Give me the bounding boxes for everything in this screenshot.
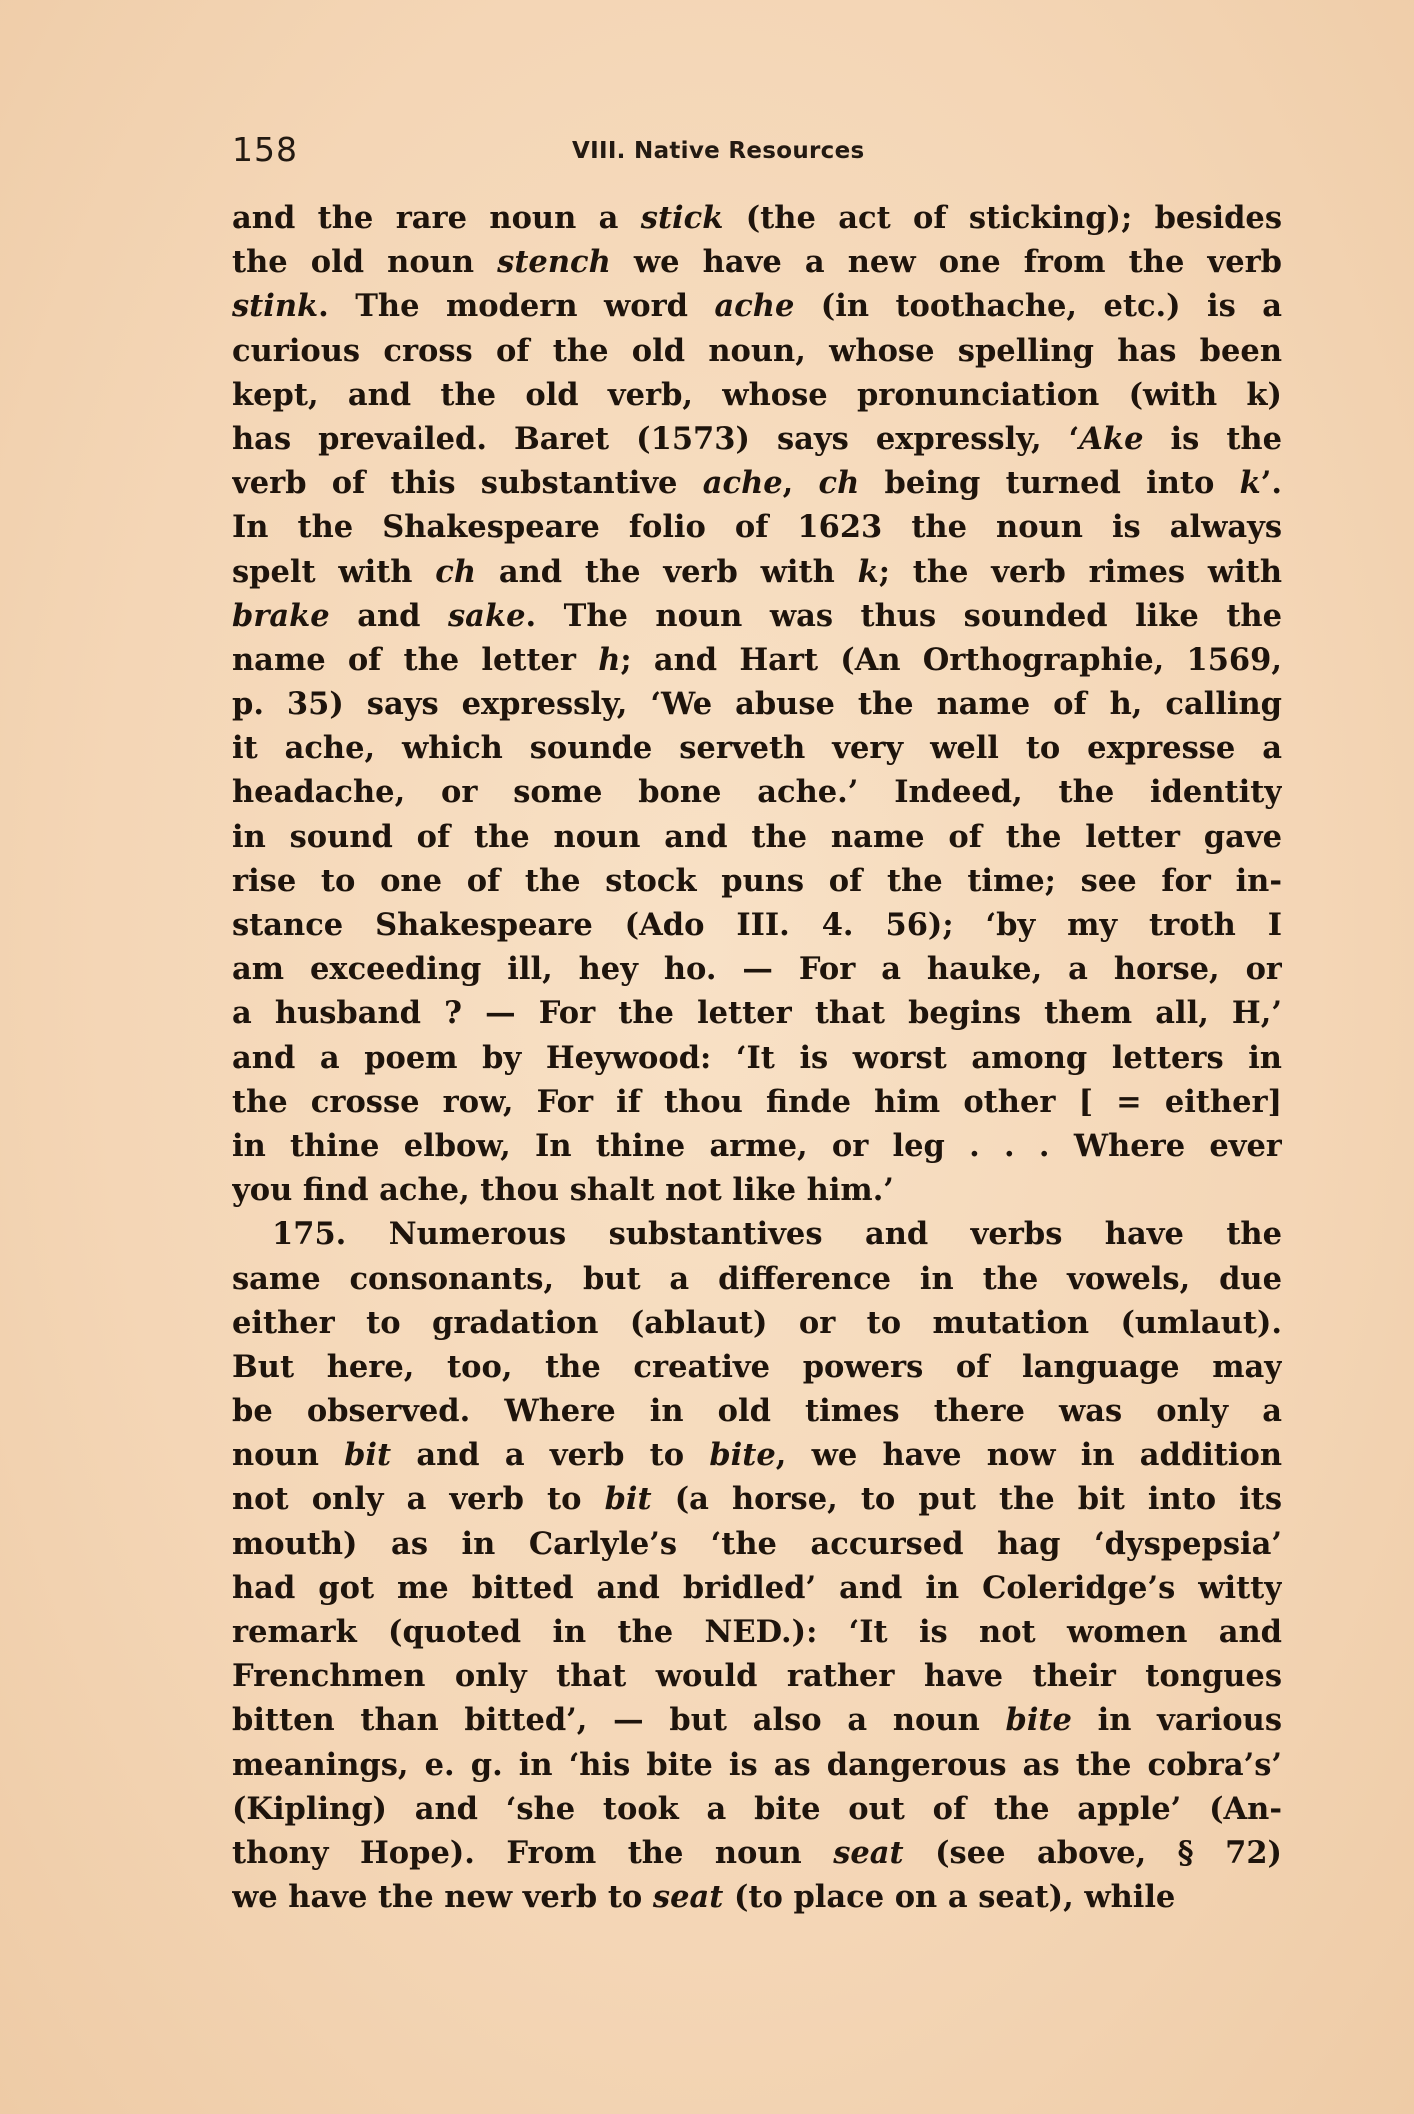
text-line: brake and sake. The noun was thus sounded like the	[232, 597, 1282, 634]
text-line: headache, or some bone ache.’ Indeed, the identity	[232, 774, 1282, 811]
body-text	[232, 196, 1282, 1919]
text-line: remark (quoted in the NED.): ‘It is not women and	[232, 1614, 1282, 1650]
text-line: In the Shakespeare folio of 1623 the noun is always	[232, 509, 1282, 546]
text-line: verb of this substantive ache, ch being turned into k’.	[232, 465, 1282, 502]
text-line: it ache, which sounde serveth very well to expresse a	[232, 730, 1282, 767]
page-number: 158	[232, 130, 298, 169]
text-line: a husband ? — For the letter that begins them all, H,’	[232, 995, 1282, 1032]
running-head: VIII. Native Resources	[572, 138, 865, 164]
page-header	[232, 130, 1282, 174]
text-line: same consonants, but a difference in the vowels, due	[232, 1260, 1282, 1297]
text-line: either to gradation (ablaut) or to mutation (umlaut).	[232, 1304, 1282, 1341]
text-line: p. 35) says expressly, ‘We abuse the name of h, calling	[232, 686, 1282, 723]
text-line: the old noun stench we have a new one from the verb	[232, 244, 1282, 281]
text-line: curious cross of the old noun, whose spelling has been	[232, 332, 1282, 369]
text-line: Frenchmen only that would rather have their tongues	[232, 1658, 1282, 1695]
text-line: had got me bitted and bridled’ and in Coleridge’s witty	[232, 1569, 1282, 1606]
text-line: But here, too, the creative powers of language may	[232, 1348, 1282, 1385]
text-line: the crosse row, For if thou finde him other [ = either]	[232, 1083, 1282, 1120]
text-line: we have the new verb to seat (to place on a seat), while	[232, 1879, 1176, 1916]
text-line: kept, and the old verb, whose pronunciation (with k)	[232, 376, 1282, 413]
text-line: 175. Numerous substantives and verbs have the	[272, 1216, 1282, 1253]
text-line: (Kipling) and ‘she took a bite out of the apple’ (An-	[232, 1790, 1282, 1827]
text-line: in thine elbow, In thine arme, or leg . . . Where ever	[232, 1127, 1282, 1164]
text-line: spelt with ch and the verb with k; the verb rimes with	[232, 553, 1282, 590]
text-line: meanings, e. g. in ‘his bite is as dangerous as the cobra’s’	[232, 1746, 1282, 1783]
text-line: stance Shakespeare (Ado III. 4. 56); ‘by my troth I	[232, 907, 1282, 943]
text-line: not only a verb to bit (a horse, to put the bit into its	[232, 1481, 1282, 1518]
text-line: bitten than bitted’, — but also a noun bite in various	[232, 1702, 1282, 1739]
text-line: rise to one of the stock puns of the time; see for in-	[232, 862, 1282, 899]
text-line: you find ache, thou shalt not like him.’	[232, 1172, 894, 1209]
text-line: mouth) as in Carlyle’s ‘the accursed hag ‘dyspepsia’	[232, 1525, 1282, 1562]
text-line: be observed. Where in old times there was only a	[232, 1393, 1282, 1430]
text-line: am exceeding ill, hey ho. — For a hauke, a horse, or	[232, 951, 1282, 988]
text-line: and the rare noun a stick (the act of sticking); besides	[232, 200, 1282, 236]
text-line: thony Hope). From the noun seat (see above, § 72)	[232, 1834, 1282, 1871]
text-line: in sound of the noun and the name of the letter gave	[232, 818, 1282, 855]
text-line: stink. The modern word ache (in toothache, etc.) is a	[232, 288, 1282, 325]
text-line: noun bit and a verb to bite, we have now in addition	[232, 1437, 1282, 1474]
text-line: has prevailed. Baret (1573) says expressly, ‘Ake is the	[232, 420, 1282, 457]
text-line: and a poem by Heywood: ‘It is worst among letters in	[232, 1039, 1282, 1076]
text-line: name of the letter h; and Hart (An Orthographie, 1569,	[232, 641, 1282, 678]
